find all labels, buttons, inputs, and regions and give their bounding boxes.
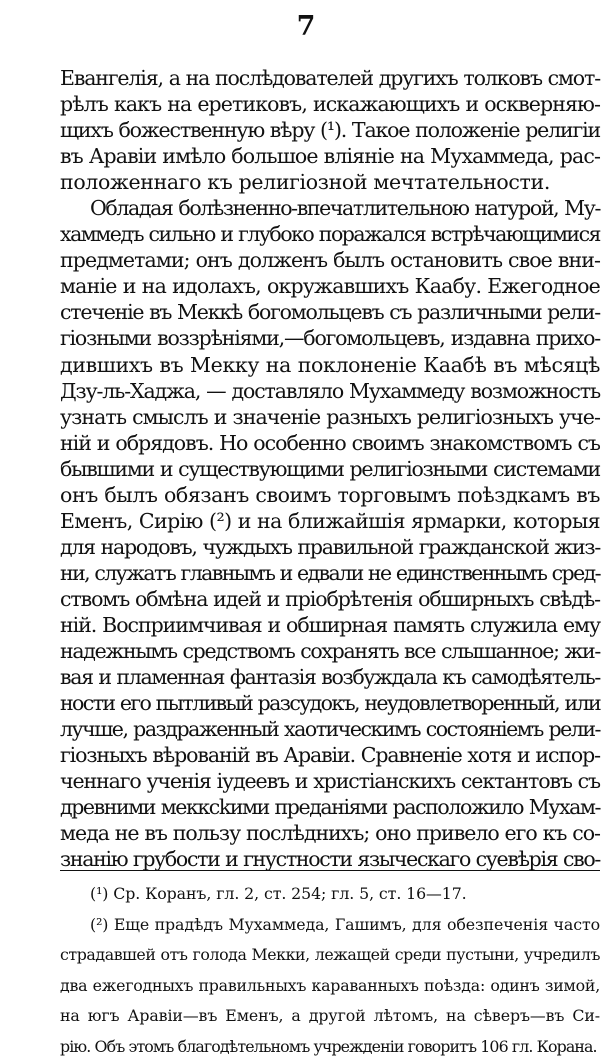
- body-text: [60, 65, 600, 872]
- text-line: для народовъ, чуждыхъ правильной гражданской жиз-: [60, 534, 600, 560]
- text-line: ности его пытливый разсудокъ, неудовлетворенный, или: [60, 690, 600, 716]
- text-line: Дзу-ль-Хаджа, — доставляло Мухаммеду возможность: [60, 378, 600, 404]
- footnote-line: рію. Объ этомъ благодѣтельномъ учрежденіи говоритъ 106 гл. Корана.: [60, 1032, 600, 1062]
- text-line: стеченіе въ Меккѣ богомольцевъ съ различными рели-: [60, 299, 600, 325]
- footnote-line: на югъ Аравіи—въ Еменъ, а другой лѣтомъ, на сѣверъ—въ Си-: [60, 1001, 600, 1032]
- text-line: гіозными воззрѣніями,—богомольцевъ, издавна прихо-: [60, 325, 600, 351]
- text-line: ній и обрядовъ. Но особенно своимъ знакомствомъ съ: [60, 430, 600, 456]
- footnote-line: (²) Еще прадѣдъ Мухаммеда, Гашимъ, для обезпеченія часто: [60, 910, 600, 941]
- text-line: Евангелія, а на послѣдователей другихъ толковъ смот-: [60, 65, 600, 91]
- footnotes: [60, 879, 600, 1062]
- text-line: въ Аравіи имѣло большое вліяніе на Мухаммеда, рас-: [60, 143, 600, 169]
- text-line: маніе и на идолахъ, окружавшихъ Каабу. Ежегодное: [60, 273, 600, 299]
- text-line: гіозныхъ вѣрованій въ Аравіи. Сравненіе хотя и испор-: [60, 742, 600, 768]
- text-line: ствомъ обмѣна идей и пріобрѣтенія обширныхъ свѣдѣ-: [60, 586, 600, 612]
- text-line: лучше, раздраженный хаотическимъ состояніемъ рели-: [60, 716, 600, 742]
- text-line: знанію грубости и гнустности языческаго суевѣрія сво-: [60, 846, 600, 872]
- footnote-divider: [60, 870, 600, 871]
- page-number: 7: [0, 10, 612, 44]
- text-line: Еменъ, Сирію (²) и на ближайшія ярмарки, которыя: [60, 508, 600, 534]
- text-line: рѣлъ какъ на еретиковъ, искажающихъ и оскверняю-: [60, 91, 600, 117]
- text-line: предметами; онъ долженъ былъ остановить свое вни-: [60, 247, 600, 273]
- text-line: узнать смыслъ и значеніе разныхъ религіозныхъ уче-: [60, 404, 600, 430]
- text-line: щихъ божественную вѣру (¹). Такое положеніе религіи: [60, 117, 600, 143]
- text-line: бывшими и существующими религіозными системами: [60, 456, 600, 482]
- text-line: надежнымъ средствомъ сохранять все слышанное; жи-: [60, 638, 600, 664]
- footnote-line: два ежегодныхъ правильныхъ караванныхъ поѣзда: одинъ зимой,: [60, 971, 600, 1002]
- text-line: Обладая болѣзненно-впечатлительною натурой, Му-: [60, 195, 600, 221]
- footnote-line: страдавшей отъ голода Мекки, лежащей среди пустыни, учредилъ: [60, 940, 600, 971]
- text-line: древними мекксkими преданіями расположило Мухам-: [60, 794, 600, 820]
- text-line: ни, служатъ главнымъ и едвали не единственнымъ сред-: [60, 560, 600, 586]
- text-line: хаммедъ сильно и глубоко поражался встрѣчающимися: [60, 221, 600, 247]
- text-line: дившихъ въ Мекку на поклоненіе Каабѣ въ мѣсяцѣ: [60, 352, 600, 378]
- text-line: ченнаго ученія іудеевъ и христіанскихъ сектантовъ съ: [60, 768, 600, 794]
- text-line: меда не въ пользу послѣднихъ; оно привело его къ со-: [60, 820, 600, 846]
- text-line: положеннаго къ религіозной мечтательности.: [60, 169, 600, 195]
- text-line: ній. Восприимчивая и обширная память служила ему: [60, 612, 600, 638]
- text-line: вая и пламенная фантазія возбуждала къ самодѣятель-: [60, 664, 600, 690]
- text-line: онъ былъ обязанъ своимъ торговымъ поѣздкамъ въ: [60, 482, 600, 508]
- footnote-line: (¹) Ср. Коранъ, гл. 2, ст. 254; гл. 5, ст. 16—17.: [60, 879, 600, 910]
